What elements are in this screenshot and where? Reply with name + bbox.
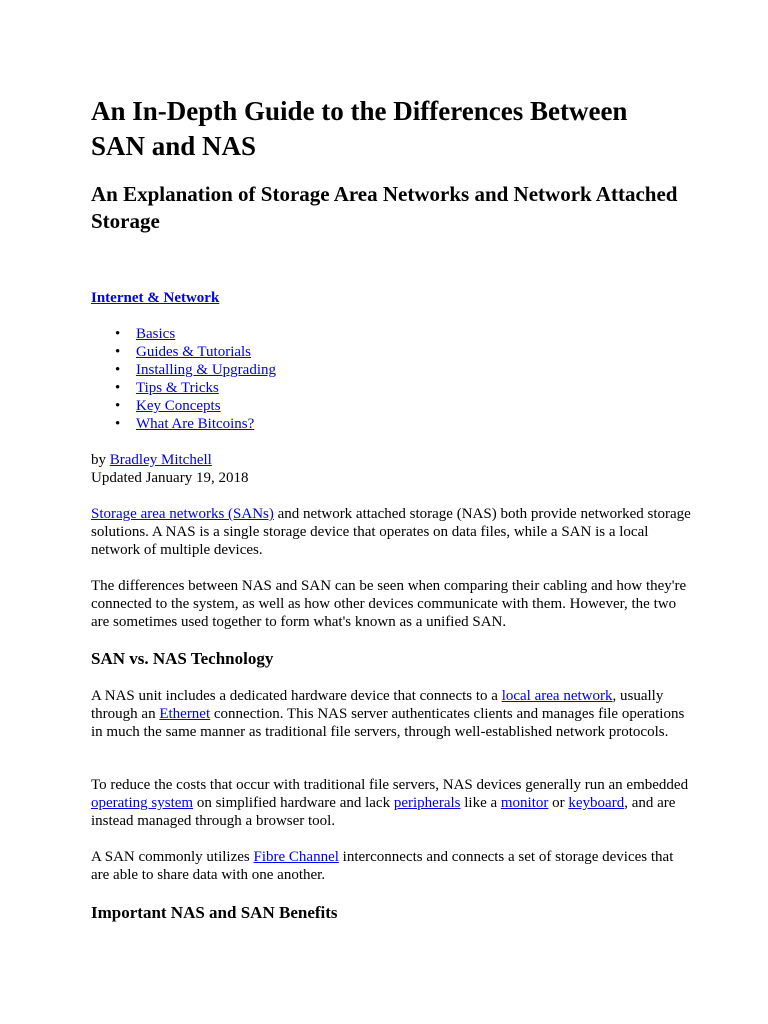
author-link[interactable]: Bradley Mitchell xyxy=(109,452,212,468)
paragraph-text: A SAN commonly utilizes xyxy=(91,849,254,865)
category-label xyxy=(91,289,219,307)
subcategory-list xyxy=(91,325,276,433)
paragraph-text: and network attached storage (NAS) both provide networked storage solutions. A NAS is a single storage device that operates on data files, while a SAN is a local network of multiple devices. xyxy=(91,506,691,558)
byline-prefix: by xyxy=(91,452,110,468)
list-item xyxy=(91,415,276,433)
ethernet-link[interactable]: Ethernet xyxy=(159,706,211,722)
list-item xyxy=(91,379,276,397)
keyboard-link[interactable]: keyboard xyxy=(568,795,625,811)
san-link[interactable]: Storage area networks (SANs) xyxy=(91,506,274,522)
category-link[interactable]: Internet & Network xyxy=(91,290,220,306)
paragraph-text: like a xyxy=(460,795,501,811)
paragraph-text: on simplified hardware and lack xyxy=(193,795,394,811)
paragraph-san xyxy=(91,848,691,884)
peripherals-link[interactable]: peripherals xyxy=(393,795,461,811)
paragraph-differences: The differences between NAS and SAN can be seen when comparing their cabling and how they're connected to the system, as well as how other devices communicate with them. However, the two are sometimes used together to form what's known as a unified SAN. xyxy=(91,578,687,630)
lan-link[interactable]: local area network xyxy=(501,688,613,704)
page-title: An In-Depth Guide to the Differences Between SAN and NAS xyxy=(91,96,628,161)
subcategory-link-tips[interactable]: Tips & Tricks xyxy=(136,380,219,396)
subcategory-link-basics[interactable]: Basics xyxy=(136,326,176,342)
fibre-channel-link[interactable]: Fibre Channel xyxy=(253,849,339,865)
list-item xyxy=(91,343,276,361)
paragraph-text: connection. This NAS server authenticates clients and manages file operations in much the same manner as traditional file servers, through well-established network protocols. xyxy=(91,706,685,740)
paragraph-nas-unit xyxy=(91,687,691,741)
list-item xyxy=(91,361,276,379)
paragraph-costs xyxy=(91,776,691,830)
paragraph-text: , and are instead managed through a browser tool. xyxy=(91,795,676,829)
list-item xyxy=(91,325,276,343)
paragraph-text: or xyxy=(548,795,569,811)
paragraph-intro xyxy=(91,505,691,559)
page-subtitle: An Explanation of Storage Area Networks and Network Attached Storage xyxy=(91,182,678,233)
subcategory-link-installing[interactable]: Installing & Upgrading xyxy=(136,362,276,378)
os-link[interactable]: operating system xyxy=(91,795,194,811)
subcategory-link-concepts[interactable]: Key Concepts xyxy=(136,398,221,414)
subcategory-link-bitcoins[interactable]: What Are Bitcoins? xyxy=(136,416,255,432)
paragraph-text: interconnects and connects a set of storage devices that are able to share data with one another. xyxy=(91,849,674,883)
list-item xyxy=(91,397,276,415)
section-heading-technology: SAN vs. NAS Technology xyxy=(91,649,274,668)
subcategory-link-guides[interactable]: Guides & Tutorials xyxy=(136,344,252,360)
monitor-link[interactable]: monitor xyxy=(500,795,549,811)
byline xyxy=(91,451,691,487)
paragraph-text: A NAS unit includes a dedicated hardware device that connects to a xyxy=(91,688,502,704)
section-heading-benefits: Important NAS and SAN Benefits xyxy=(91,903,338,922)
updated-date: Updated January 19, 2018 xyxy=(91,470,249,486)
paragraph-text: To reduce the costs that occur with traditional file servers, NAS devices generally run an embedded xyxy=(91,777,689,793)
paragraph-text: , usually through an xyxy=(91,688,664,722)
